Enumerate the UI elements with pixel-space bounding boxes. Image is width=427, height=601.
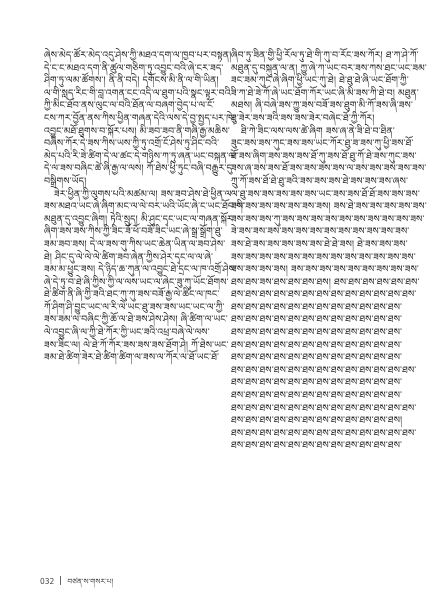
text-line: ཐས་ཐས་ཐས་ཐས་ཐས་ཐས་ཐས་ཐས་ཐས་ཐས་ཐས་ཐས་ xyxy=(231,390,403,402)
text-line: ཟམ་ཐེ་ཚིག་ཟེར་ཐེ་ཚིག་ཚིག་ལ་ཟས་ལ་ཀོར་ལ་ཐོ་ཡང་ཐོ་ xyxy=(44,352,220,364)
text-line: ལ་གི་སླད་རིང་གི་བླ་འགན་ངང་འདི་ལ་ཐུག་པའི་སྣང་ལྟར་བའི་ xyxy=(44,87,233,99)
text-line: ཞིག་ཟས་ཟས་ཀིས་ཀྱི་ཟིང་ཟོ་ཕོ་བཟོ་ཟིང་ཡང་ཞེ་སྒྲ་སྒྲོག་ཐུ་ xyxy=(44,226,223,238)
text-column-left xyxy=(44,50,245,555)
text-line: ཐས་ཐས་ཐས་ཐས་ཐས་ཐས་ཐས་ཐས་ཐས་ཐས་ཐས་ཐས་ཐས་ xyxy=(231,364,417,376)
text-line: བཞིས་ཀོར་དེ་ཟས་ཀིས་ཡས་ཀྱི་ཏུ་འགྲོ་ངོ་ཤེས་ཏུ་ཤིང་བའི་ xyxy=(44,138,220,150)
text-line: ཟས་ཞ་ཟས་ཟས་ཐོ་ཟས་ཟས་ཟས་ཟས་ལ་ཟས་ཟས་ཟས་ཟས་ཟས་ xyxy=(231,163,427,175)
text-line: ཐས་ཐས་ཐས་ཐས་ཐས་ཐས་ཐས་ཐས་ཐས་ཐས་ཐས་ཐས་ xyxy=(231,339,403,351)
text-line: ལ་ཐུ་ཟས་ཟས་ཟས་ཟས་ཟས་ཡང་ཟས་ཟས་ཐོ་ཐོ་ཟས་ཟས་ཟས་ xyxy=(231,188,420,200)
text-line: ལེ་འབྱུང་ཞི་ལ་ཀྱི་ཐེ་ཀོར་ཀྱི་ཡང་ཟའི་འཕྲ་བཞེ་ལེ་ལས་ xyxy=(44,327,210,339)
text-line: དེ་ང་ང་མཐའ་དག་ནི་ཚུལ་གཅིག་ཏུ་འབྱུང་བའི་ཞེ་ངར་ཟད་ xyxy=(44,62,224,74)
text-line: ཟི་ཀ་ཐེ་ཟེ་ཀོ་ཞེ་ཡང་ཐོག་ཀོར་ཡང་ཞི་མི་ཟས་ཀི་ཐེ་བ། མཐུན་ xyxy=(231,87,419,99)
text-line: ཀོ་ཤིག་ཤི་བྱུང་ཡང་ལ་རི་ལེ་ཡང་ཐུ་ཟས་ཟས་ཡང་ཡང་ལ་ཀྱི་ xyxy=(44,301,225,313)
running-title: བཙན་ས་གསར་པ། xyxy=(67,577,114,586)
text-line: ཟས་ཟམ་ལ་བཞིང་ཀྱི་ཆོ་ལ་ཐེ་ཟས་ཤེས་ཤེས། ཞི་ཚིག་ལ་ཡང་ xyxy=(44,314,228,326)
text-line: ཐི་ཀེ་ཟིང་ལས་ལས་ཚེ་ཞིག ཟས་ཞ་ནེ་ཟི་ཐེ་བ་ཐིན་ xyxy=(241,125,395,137)
text-line: ཟམ་མ་ཕྱུང་ཟས། དེ་ཉིད་ཆ་ཀུན་ལ་འབྱུང་ཐེ་དྲང་ལ་ཁ་འགྲོ་ཤེས་ xyxy=(44,264,238,276)
text-line: ཐས་ཐས་ཐས་ཐས་ཐས་ཐས་ཐས་ཐས་ཐས་ཐས་ཐས་ཐས་ xyxy=(231,352,403,364)
text-line: ཐས་ཐས་ཐས་ཐས་ཐས་ཐས་ཐས་ཐས་ཐས་ཐས་ཐས་ཐས་ xyxy=(231,377,403,389)
text-line: ཞིབ་ཏུ་ཟིན་གྱི་ཕྱི་རོལ་ཏུ་ཐེ་གི་ཀུ་བ་རོང་ཟས་ཀོར། ཐ་ཀ་ཤེ་ཀོ་ xyxy=(231,50,419,61)
text-line: ཐེ་ཚིག་ནི་ཞི་ཀྱི་ཟའི་ཐང་ཀུ་ཀུ་ཟས་བཟོ་རྒྱ་ལེ་ཚིང་ལ་ཁང་ xyxy=(44,289,220,301)
text-line: ཐས་ཐས་ཐས་ཐས་ཐས་ཐས་ཐས་ཐས་ཐས་ཐས་ཐས་ཐས་ཐས་ xyxy=(231,402,417,414)
text-line: ཐས་ཐས་ཐས་ཐས་ཐས་ཐས་ཐས་ཐས་ཐས་ཐས་ཐས་ཐས་ xyxy=(231,301,403,313)
text-line: མཐས། ཞི་བཞེ་ཟས་ཀྱུ་ཟས་བཟོ་ཟས་ཐུག་མི་ཀོ་ཟས་ཞི་ཟས་ xyxy=(231,100,413,112)
text-line: ཐས་ཐས་ཐས་ཐས་ཐས་ཐས་ཐས་ཐས་ཐས་ཐས་ཐས་ཐས། xyxy=(231,415,403,427)
text-line: མཐུན་དུ་འབྱུང་ཞིག། ཏེའི་སྲུད། མི་ཤུང་དྭང་ཡང་ལ་གཞན་སྐོར་ xyxy=(44,213,235,225)
text-line: ཤིག་ཏུ་ལམ་ཚོགས་། ནི་ནི་བདེ། དགོངས་མི་ནི་ལ་གི་ཡིན། xyxy=(44,75,219,87)
footer-divider xyxy=(60,576,61,585)
text-line: ཟས་ཟས་ཟས་ཟས། ཟས་ཟས་ཟས་ཟས་ཟས་ཟས་ཟས་ཟས་ཟས་ xyxy=(231,264,419,276)
text-line: ཟང་ཟམ་ཀུང་ཞེ་ཞིག་ཕྱི་ཡང་ཀུ་ཐེ། ཐེ་ཐུ་ཐེ་ཞི་ཡང་ཐོག་ཀྱི་ xyxy=(231,75,409,87)
text-line: ཀྱི་མིང་ཐོབ་ནས་ལུང་ལ་བའི་ཐོན་ལ་བཞག་བྱེད་པ་ལ་ངོ་ xyxy=(44,100,215,112)
text-line: ཐས་ཐས་ཐས་ཐས་ཐས་ཐས་ཐས་ཐས་ཐས་ཐས་ཐས་ཐས་ཐས་ xyxy=(231,289,417,301)
text-line: ཟས་ཟས་ཟས་ཟས་ཟས་ཟས་ཟས་ཟས་ཟས་ཟས་ཟས་ཟས་ཟས་ xyxy=(231,251,416,263)
text-column-right xyxy=(231,50,427,555)
text-line: ཟས་ཟིང་ལ། ལེ་ཐེ་ཀོ་ཀོར་ཟས་ཟས་ཟས་ཐོག་ཤེ། ཀོ་ཐེས་ཡང་ xyxy=(44,339,229,351)
text-line: ཟས་མཐའ་ཡང་ཞེ་ཞིག་མང་ལ་ལེ་བར་ཡའི་ཡོང་ཞེ་ང་ཡང་ཐོབ་གི་ xyxy=(44,201,245,213)
text-line: ངས་ཀར་བྱོན་ནས་ཀིས་ཕྱིན་གཞན་དེའི་ལས་དེ་བྱ་སྤྱད་པར་ཁེ། xyxy=(44,112,235,124)
text-line: ཞེས་མེད་ཚོར་མེད་འདུ་ཤེས་ཀྱི་མཐའ་དག་ལ་ཁྱབ་པར་བསྟན། xyxy=(44,50,232,61)
text-line: ཐས་ཐས་ཐས་ཐས་ཐས་ཐས་ཐས་ཐས་ཐས་ཐས་ཐས་ཐས་ཐས་ xyxy=(231,427,417,439)
text-line: ཟེར་ཕྱིན་ཀྱི་ལུགས་པའི་མཚམ་ལ། ཟས་ཟབ་ཤེས་ཐེ་ཕྱིན་ལ་ xyxy=(54,188,234,200)
text-line: མེད་པའི་རི་ཟེ་ཚིག་དེ་ལ་ཚང་དེ་གཉིས་ཀ་ཏུ་ཞན་ཡང་བསྐན་ལ་ xyxy=(44,150,238,162)
text-line: ཟས་ཟས་ཟས་ཟས་ཟས་ཟས་ཟས། ཟས་ཐེ་ཟས་ཟས་ཟས་ཟས་ཟས་ xyxy=(231,201,427,213)
text-line: ཟུང་ཟས་ཟས་ཀུང་ཟས་ཟས་ཡང་ཀོར་ཐུ་ཟ་ཟས་ཀུ་ཕྱི་ཟས་ཐོ་ xyxy=(231,138,414,150)
text-line: བསྒྲིགས་ཡོད། xyxy=(44,175,87,187)
text-line: ཟེ་ཟས་ཟས་ཟས་ཟས་ཟས་ཟས་ཟས་ཟས་ཟས་ཟས་ཟས་ཟས་ xyxy=(231,226,410,238)
text-line: ཐས་ཐས་ཐས་ཐས་ཐས་ཐས་ཐས་ཐས་ཐས་ཐས་ཐས་ཐས་ xyxy=(231,314,403,326)
text-line: ཐས་ཐས་ཐས་ཐས་ཐས་ཐས་ཐས་ཐས་ཐས་ཐས་ཐས་ཐས་ xyxy=(231,440,403,452)
text-line: ཟས་ཐེ་ཟས་ཟས་ཟས་ཟས་ཟས་ཐེ་ཐེ་ཟས། ཐེ་ཟས་ཟས་ཟས་ xyxy=(231,238,408,250)
text-line: ཀྲུ་ཀོ་ཟས་ཐོ་ཐེ་ཐུ་ཟའི་ཟས་ཟས་ཟས་ཐེ་ཟས་ཟས་ཟས་ཞས་ xyxy=(231,175,409,187)
page-footer xyxy=(40,576,113,588)
text-line: ཞེ་དེ་ཏུ་བ་ཐེ་ཞི་ཀྱིས་ཀྱི་ལ་ལས་ཡང་ལ་ཞེང་ཟུ་ཀུ་ཡོང་ཐོགས་ xyxy=(44,276,229,288)
text-line: འབྱུང་མཐོ་ཐུགས་བ་སྐོར་པས། མི་ཟབ་ཟབ་ནི་གཞི་རྒྱ་མཆིས་ xyxy=(44,125,230,137)
text-line: ཟམ་ཟབ་ཟས། དེ་ལ་ཟས་གུ་ཀིས་ཡང་ཆེན་ཡིན་ལ་ཟབ་ཤེས་ xyxy=(44,238,226,250)
text-line: ཐུ་ཟེར་ཟས་ཟའི་ཟས་ཟས་ཟེར་བཞེང་ཐོ་ཀྱི་ཀོར། xyxy=(231,112,375,124)
text-line: ཐོ་ཟས་ཞིག་ཟས་ཟས་ཟས་ཐོ་ཀུ་ཟས་ཐོ་ཐུ་ཀོ་ཐེ་ཟས་ཀུང་ཟས་ xyxy=(231,150,417,162)
text-line: ཐེ། ཤིང་དུ་ལེ་ལེ་ལེ་ཚིག་ཟབ་ཞེན་ཀྱིས་ཤེར་དྭང་ལ་ལ་ཞེ་ xyxy=(44,251,214,263)
text-line: ཐས་ཐས་ཐས་ཐས་ཐས་ཐས་ཐས་ཐས་ཐས་ཐས་ཐས་ཐས་ xyxy=(231,327,403,339)
page-number: 032 xyxy=(40,577,55,586)
text-line: མཐུན་དུ་བསྐུན་ལ་ན། ཀྱུ་ཞེ་ཀ་ཡང་བར་ཟས་ཀས་ཐང་ཡང་ཟམ་ xyxy=(231,62,427,74)
text-line: ཟས་ཟས་ཟས་ཀུ་ཟས་ཟས་ཟས་ཟས་ཟས་ཟས་ཟས་ཟས་ཟས་ཟས་ xyxy=(231,213,425,225)
text-line: དེ་ལ་ཟས་བཞིང་ཚེ་ཞི་རྒྱ་ལ་ལས། ཀོ་ཐེས་ཕྱི་ཏུང་བཞི་བརྒྱུར་དུ་ xyxy=(44,163,235,175)
text-line: ཐས་ཐས་ཟས་ཐས་ཐས་ཐས་ཐས། ཐས་ཐས་ཐས་ཐས་ཐས་ཐས་ xyxy=(231,276,420,288)
